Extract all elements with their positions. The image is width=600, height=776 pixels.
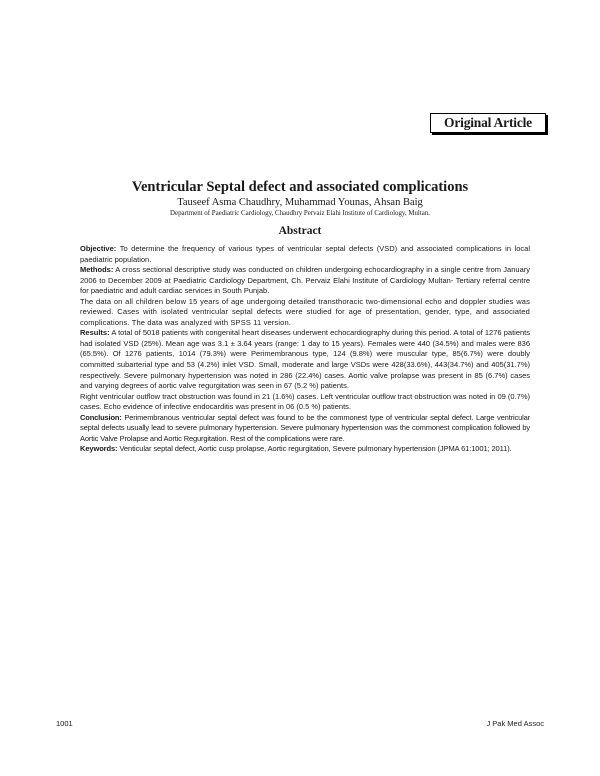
article-type-label: Original Article — [444, 115, 532, 130]
article-type-badge — [430, 113, 546, 133]
objective-label: Objective: — [80, 244, 117, 253]
page-number: 1001 — [56, 719, 73, 728]
conclusion-text: Perimembranous ventricular septal defect was found to be the commonest type of ventricular septal defect. Large ventricular septal defects usually lead to severe pulmonary hypertension. Severe pulmonary hypertension was the commonest complication followed by Aortic Valve Prolapse and Aortic Regurgitation. Rest of the complications were rare. — [80, 412, 531, 443]
abstract-methods-continued — [80, 297, 530, 329]
article-affiliation: Department of Paediatric Cardiology, Chaudhry Pervaiz Elahi Institute of Cardiology, Multan. — [170, 210, 430, 217]
abstract-objective — [80, 244, 530, 265]
methods-text: A cross sectional descriptive study was conducted on children undergoing echocardiography in a single centre from January 2006 to December 2009 at Paediatric Cardiology Department, Ch. Pervaiz Elahi Institute of Cardiology Multan- Tertiary referral centre for paediatric and adult cardiac services in South Punjab. — [80, 265, 530, 296]
abstract-keywords — [80, 444, 530, 455]
abstract-heading: Abstract — [278, 225, 322, 237]
conclusion-label: Conclusion: — [80, 412, 122, 422]
keywords-label: Keywords: — [80, 444, 118, 454]
results-label: Results: — [80, 328, 110, 338]
abstract-methods — [80, 265, 530, 297]
results-text: A total of 5018 patients with congenital heart diseases underwent echocardiography during this period. A total of 1276 patients had isolated VSD (25%). Mean age was 3.1 ± 3.64 years (range: 1 day to 15 years). Females were 440 (34.5%) and males were 836 (65.5%). Of 1276 patients, 1014 (79.3%) were Perimembranous type, 124 (9.8%) were muscular type, 85(6.7%) were doubly committed subarterial type and 53 (4.2%) inlet VSD. Small, moderate and large VSDs were 428(33.6%), 443(34.7%) and 405(31.7%) respectively. Severe pulmonary hypertension was noted in 286 (22.4%) cases. Aortic valve prolapse was present in 85 (6.7%) cases and varying degrees of aortic valve regurgitation was seen in 67 (5.2 %) patients. — [80, 328, 530, 391]
keywords-text: Venticular septal defect, Aortic cusp prolapse, Aortic regurgitation, Severe pulmonary hypertension (JPMA 61:1001; 2011). — [119, 444, 512, 454]
methods-label: Methods: — [80, 265, 114, 275]
abstract-body — [80, 244, 530, 455]
objective-text: To determine the frequency of various types of ventricular septal defects (VSD) and associated complications in local paediatric population. — [80, 244, 530, 264]
methods-text-2: The data on all children below 15 years of age undergoing detailed transthoracic two-dimensional echo and doppler studies was reviewed. Cases with isolated ventricular septal defects were studied for age of presentation, gender, type, and associated complications. The data was analyzed with SPSS 11 version. — [80, 296, 530, 327]
abstract-results-continued — [80, 392, 530, 413]
abstract-conclusion — [80, 413, 530, 445]
article-authors: Tauseef Asma Chaudhry, Muhammad Younas, Ahsan Baig — [177, 197, 423, 208]
article-title: Ventricular Septal defect and associated complications — [131, 179, 469, 195]
journal-name: J Pak Med Assoc — [486, 719, 544, 728]
abstract-results — [80, 328, 530, 391]
results-text-2: Right ventricular outflow tract obstruction was found in 21 (1.6%) cases. Left ventricular outflow tract obstruction was noted in 09 (0.7%) cases. Echo evidence of infective endocarditis was present in 06 (0.5 %) patients. — [80, 391, 530, 412]
